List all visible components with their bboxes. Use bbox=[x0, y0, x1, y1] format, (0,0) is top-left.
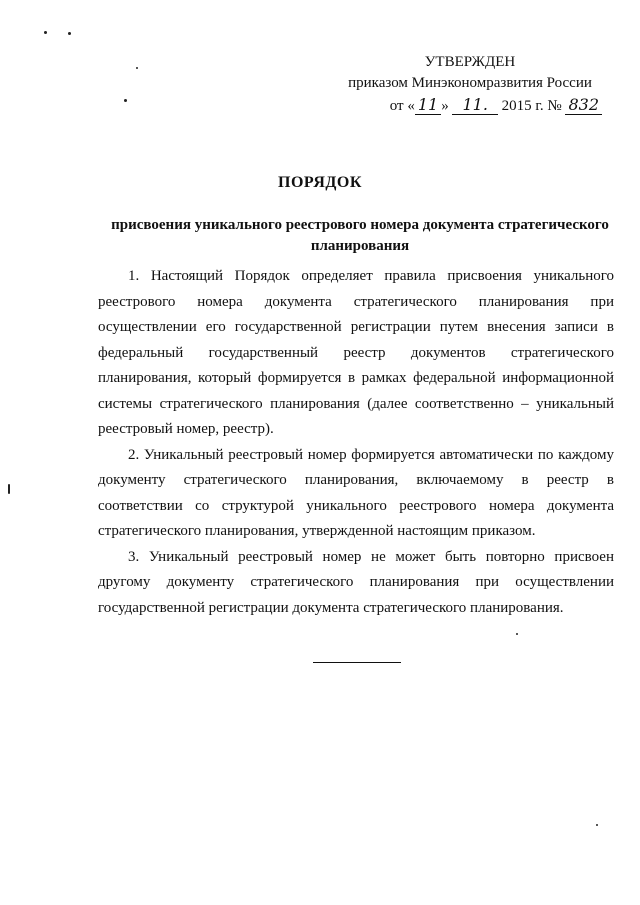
scan-speck bbox=[68, 32, 71, 35]
order-date-line bbox=[330, 94, 610, 117]
date-separator: » bbox=[441, 98, 449, 114]
handwritten-month: 11. bbox=[452, 95, 497, 115]
year-number-label: 2015 г. № bbox=[501, 98, 562, 114]
handwritten-order-number: 832 bbox=[565, 95, 602, 115]
scan-speck bbox=[44, 31, 47, 34]
paragraph-2: 2. Уникальный реестровый номер формируется автоматически по каждому документу стратегического планирования, включаемому в реестр в соответствии со структурой уникального реестрового номера документа стратегического планирования, утвержденной настоящим приказом. bbox=[98, 446, 614, 539]
approval-stamp bbox=[330, 52, 610, 117]
scan-speck bbox=[596, 824, 598, 826]
document-subtitle: присвоения уникального реестрового номера документа стратегического планирования bbox=[111, 217, 609, 254]
paragraph-1: 1. Настоящий Порядок определяет правила присвоения уникального реестрового номера документа стратегического планирования при осуществлении его государственной регистрации путем внесения записи в федеральный государственный реестр документов стратегического планирования, который формируется в рамках федеральной информационной системы стратегического планирования (далее соответственно – уникальный реестровый номер, реестр). bbox=[98, 268, 614, 437]
scan-speck bbox=[124, 99, 127, 102]
date-prefix: от « bbox=[389, 98, 415, 114]
scan-speck bbox=[8, 484, 10, 494]
closing-rule bbox=[313, 662, 401, 663]
document-title: ПОРЯДОК bbox=[278, 174, 362, 191]
scan-speck bbox=[516, 633, 518, 635]
scan-speck bbox=[136, 67, 138, 69]
approved-label: УТВЕРЖДЕН bbox=[424, 54, 516, 70]
issuer-label: приказом Минэкономразвития России bbox=[348, 75, 592, 91]
handwritten-day: 11 bbox=[415, 95, 441, 115]
paragraph-3: 3. Уникальный реестровый номер не может быть повторно присвоен другому документу стратегического планирования при осуществлении государственной регистрации документа стратегического планирования. bbox=[98, 548, 614, 616]
document-body bbox=[98, 264, 614, 621]
